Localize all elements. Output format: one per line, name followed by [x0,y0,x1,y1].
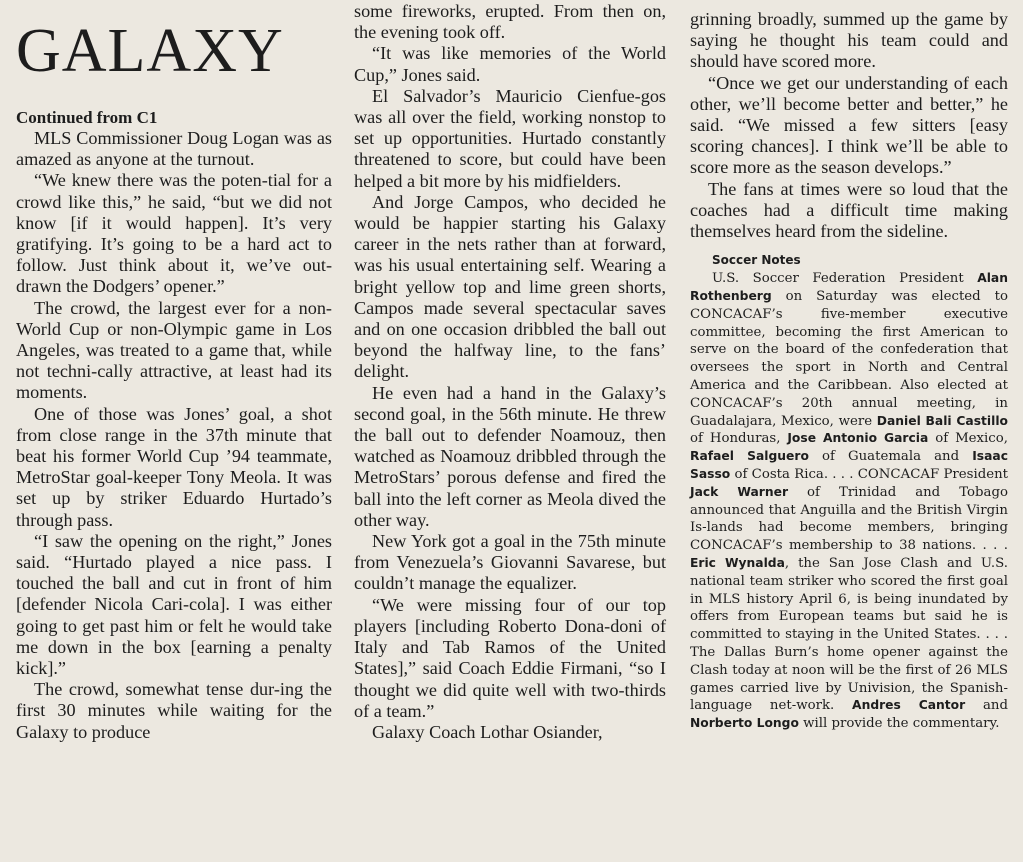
paragraph: grinning broadly, summed up the game by saying he thought his team could and should have scored more. [690,9,1008,72]
column-1 [16,0,332,862]
bold-name: Alan Rothenberg [690,271,1008,304]
notes-text: , the San Jose Clash and U.S. national team striker who scored the first goal in MLS history April 6, is being inundated by offers from European teams but said he is committed to staying in the United States. . . . The Dallas Burn’s home opener against the Clash today at noon will be the first of 26 MLS games carried live by Univision, the Spanish-language net-work. [690,555,1009,714]
paragraph: Galaxy Coach Lothar Osiander, [372,721,603,742]
bold-name: Eric Wynalda [690,555,785,570]
notes-text: will provide the commentary. [798,716,1000,732]
paragraph: “It was like memories of the World Cup,” Jones said. [354,43,666,85]
bold-name: Jack Warner [690,484,789,499]
soccer-notes [690,270,1008,733]
soccer-notes-paragraph [690,270,1008,733]
notes-text: U.S. Soccer Federation President [712,271,978,287]
column-2 [354,0,666,862]
paragraph: And Jorge Campos, who decided he would be happier starting his Galaxy career in the nets rather than at forward, was his usual entertaining self. Wearing a bright yellow top and lime green shorts, Campos made several spectacular saves and on one occasion dribbled the ball out beyond the halfway line, to the fans’ delight. [354,191,666,382]
column-3-body [690,9,1008,242]
column-1-body [16,128,332,743]
paragraph: He even had a hand in the Galaxy’s second goal, in the 56th minute. He threw the ball out to defender Noamouz, then watched as Noamouz dribbled through the MetroStars’ porous defense and fired the ball into the left corner as Meola dived the other way. [354,382,666,530]
bold-name: Isaac Sasso [690,449,1008,481]
notes-text: of Mexico, [928,431,1008,447]
paragraph: MLS Commissioner Doug Logan was as amazed as anyone at the turnout. [16,128,332,170]
soccer-notes-heading: Soccer Notes [712,253,801,268]
paragraph: El Salvador’s Mauricio Cienfue-gos was all over the field, working nonstop to set up opportunities. Hurtado constantly threatened to score, but could have been helped a bit more by his midfielders. [354,85,666,191]
notes-text: on Saturday was elected to CONCACAF’s five-member executive committee, becoming the first American to serve on the board of the confederation that oversees the sport in North and Central America and the Caribbean. Also elected at CONCACAF’s 20th annual meeting, in Guadalajara, Mexico, were [690,289,1008,429]
column-2-body [354,1,666,743]
bold-name: Rafael Salguero [690,449,809,464]
bold-name: Norberto Longo [690,716,799,731]
paragraph: “Once we get our understanding of each other, we’ll become better and better,” he said. “We missed a few sitters [easy scoring chances]. I think we’ll be able to score more as the season develops.” [690,72,1008,178]
paragraph: some fireworks, erupted. From then on, the evening took off. [354,1,666,43]
paragraph: New York got a goal in the 75th minute from Venezuela’s Giovanni Savarese, but couldn’t manage the equalizer. [354,531,666,594]
paragraph: “We were missing four of our top players [including Roberto Dona-doni of Italy and Tab Ramos of the United States],” said Coach Eddie Firmani, “so I thought we did quite well with two-thirds of a team.” [354,594,666,721]
bold-name: Jose Antonio Garcia [787,431,929,446]
column-3 [690,0,1008,862]
paragraph: The crowd, the largest ever for a non-World Cup or non-Olympic game in Los Angeles, was treated to a game that, while not techni-cally attractive, at least had its moments. [16,297,332,403]
continued-from-label: Continued from C1 [16,108,158,127]
paragraph: The crowd, somewhat tense dur-ing the first 30 minutes while waiting for the Galaxy to produce [16,679,332,742]
notes-text: of Trinidad and Tobago announced that Anguilla and the British Virgin Is-lands had become members, bringing CONCACAF’s membership to 38 nations. . . . [690,484,1008,554]
bold-name: Andres Cantor [852,698,966,713]
notes-text: of Costa Rica. . . . CONCACAF President [730,467,1008,482]
notes-text: of Guatemala and [808,449,973,465]
bold-name: Daniel Bali Castillo [876,413,1008,428]
notes-text: and [965,698,1008,714]
paragraph: One of those was Jones’ goal, a shot from close range in the 37th minute that beat his former World Cup ’94 teammate, MetroStar goal-keeper Tony Meola. It was set up by striker Eduardo Hurtado’s through pass. [16,403,332,530]
paragraph: “We knew there was the poten-tial for a crowd like this,” he said, “but we did not know [if it would happen]. It’s very gratifying. It’s going to be a hard act to follow. Just think about it, we’ve out-drawn the Dodgers’ opener.” [16,170,332,297]
notes-text: of Honduras, [690,431,788,447]
headline: GALAXY [16,17,284,85]
paragraph: The fans at times were so loud that the coaches had a difficult time making themselves heard from the sideline. [690,178,1008,242]
paragraph: “I saw the opening on the right,” Jones said. “Hurtado played a nice pass. I touched the ball and cut in front of him [defender Nicola Cari-cola]. I was either going to get past him or felt he would take me down in the box [earning a penalty kick].” [16,530,332,679]
